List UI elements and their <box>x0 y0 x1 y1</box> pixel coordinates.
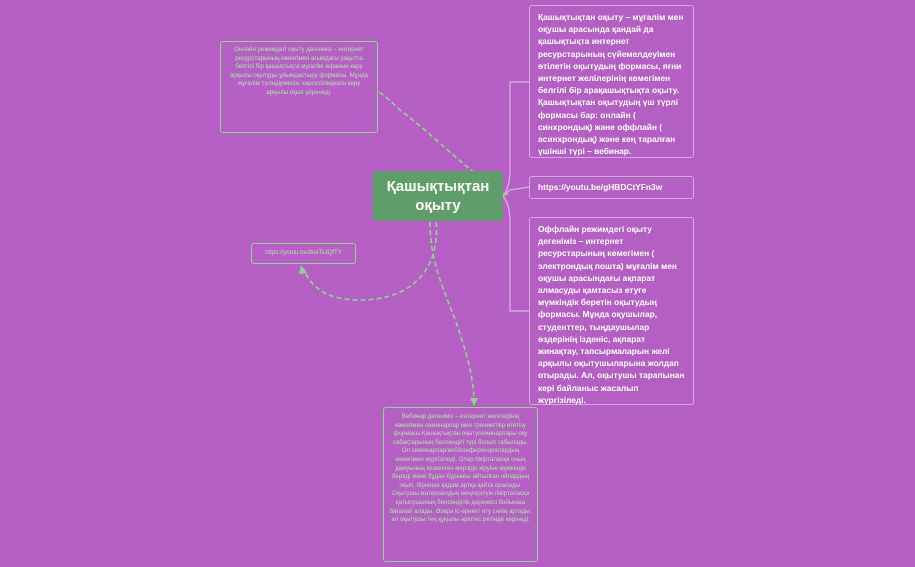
node-offline[interactable] <box>529 217 694 405</box>
node-online-text: Онлайн режимдегі оқыту дегеніміз – интернет ресурстарының көмегімен ағымдағы уақытта белгілі бір қашықтықта мұғалім экранын көру арқылы оқытуды ұйымдастыру формасы. Мұнда мұғалім түсіндірмесін, көрсетілімдерін көру арқылы оқып үйренеді. <box>229 46 369 96</box>
node-link-left-text: https://youtu.be/IbsITsJQfTY <box>265 249 342 257</box>
node-definition-text: Қашықтықтан оқыту – мұғалім мен оқушы арасында қандай да қашықтықта интернет ресурстарының сүйемелдеуімен өтілетін оқытудың формасы, яғни интернет желілерінің көмегімен белгілі бір арақашықтықта оқыту. Қашықтықтан оқытудың үш түрлі формасы бар: онлайн ( синхрондық) және оффлайн ( асинхрондық) және кең таралған үшінші түрі – вебинар. <box>538 12 684 157</box>
node-webinar[interactable] <box>383 407 538 562</box>
central-topic[interactable] <box>373 171 503 221</box>
node-online[interactable] <box>220 41 378 133</box>
node-webinar-text: Вебинар дегеніміз – интернет желілерінің көмегімен семинарлар мен тренингтер өтетізу формасы.Қашықтықтан оқытусеминарлары оқу сабақтарының бөлсендігі түрі болып табылады. Ол семинарлар/веб/конференциялардың көмегімен жүргізіледі. Олар пікірталасқа оның дамуының кезкелген мерзіде хіруіне мүмкіндік береді және бұдан бұрынғы айтылған ойлардың оқып, бірнеше қадам артқа қайта оралады. Оқытушы материалдың меңгерілуін пікірталасқа қатысушының белсенділік дәрежесі бойынша бағалай алады. Әзара іс-әрекет ету сәнің артады, ал оқытушы тең құқылы әріптес ретінде көрінеді. <box>389 413 532 524</box>
connector-webinar <box>430 222 474 400</box>
central-topic-label: Қашықтықтан оқыту <box>386 178 490 214</box>
arrowhead-link-left <box>299 265 307 274</box>
node-link-left[interactable] <box>251 243 356 264</box>
node-link-right-text: https://youtu.be/gHBDCtYFn3w <box>538 182 663 192</box>
arrowhead-webinar <box>470 398 478 406</box>
node-offline-text: Оффлайн режимдегі оқыту дегеніміз – интернет ресурстарының көмегімен ( электрондық пошта) мұғалім мен оқушы арасындағы ақпарат алмасуды қамтасыз етуге мүмкіндік беретін оқытудың формасы. Мұнда оқушылар, студенттер, тыңдаушылар өздерінің ізденіс, ақпарат жинақтау, тапсырмаларын желі арқылы оқытушыларына жолдап отырады. Ал, оқытушы тарапынан кері байланыс жасалып жүргізіледі. <box>538 224 685 405</box>
connector-definition <box>503 82 529 196</box>
connector-offline <box>503 196 529 311</box>
node-link-right[interactable] <box>529 176 694 199</box>
node-definition[interactable] <box>529 5 694 158</box>
